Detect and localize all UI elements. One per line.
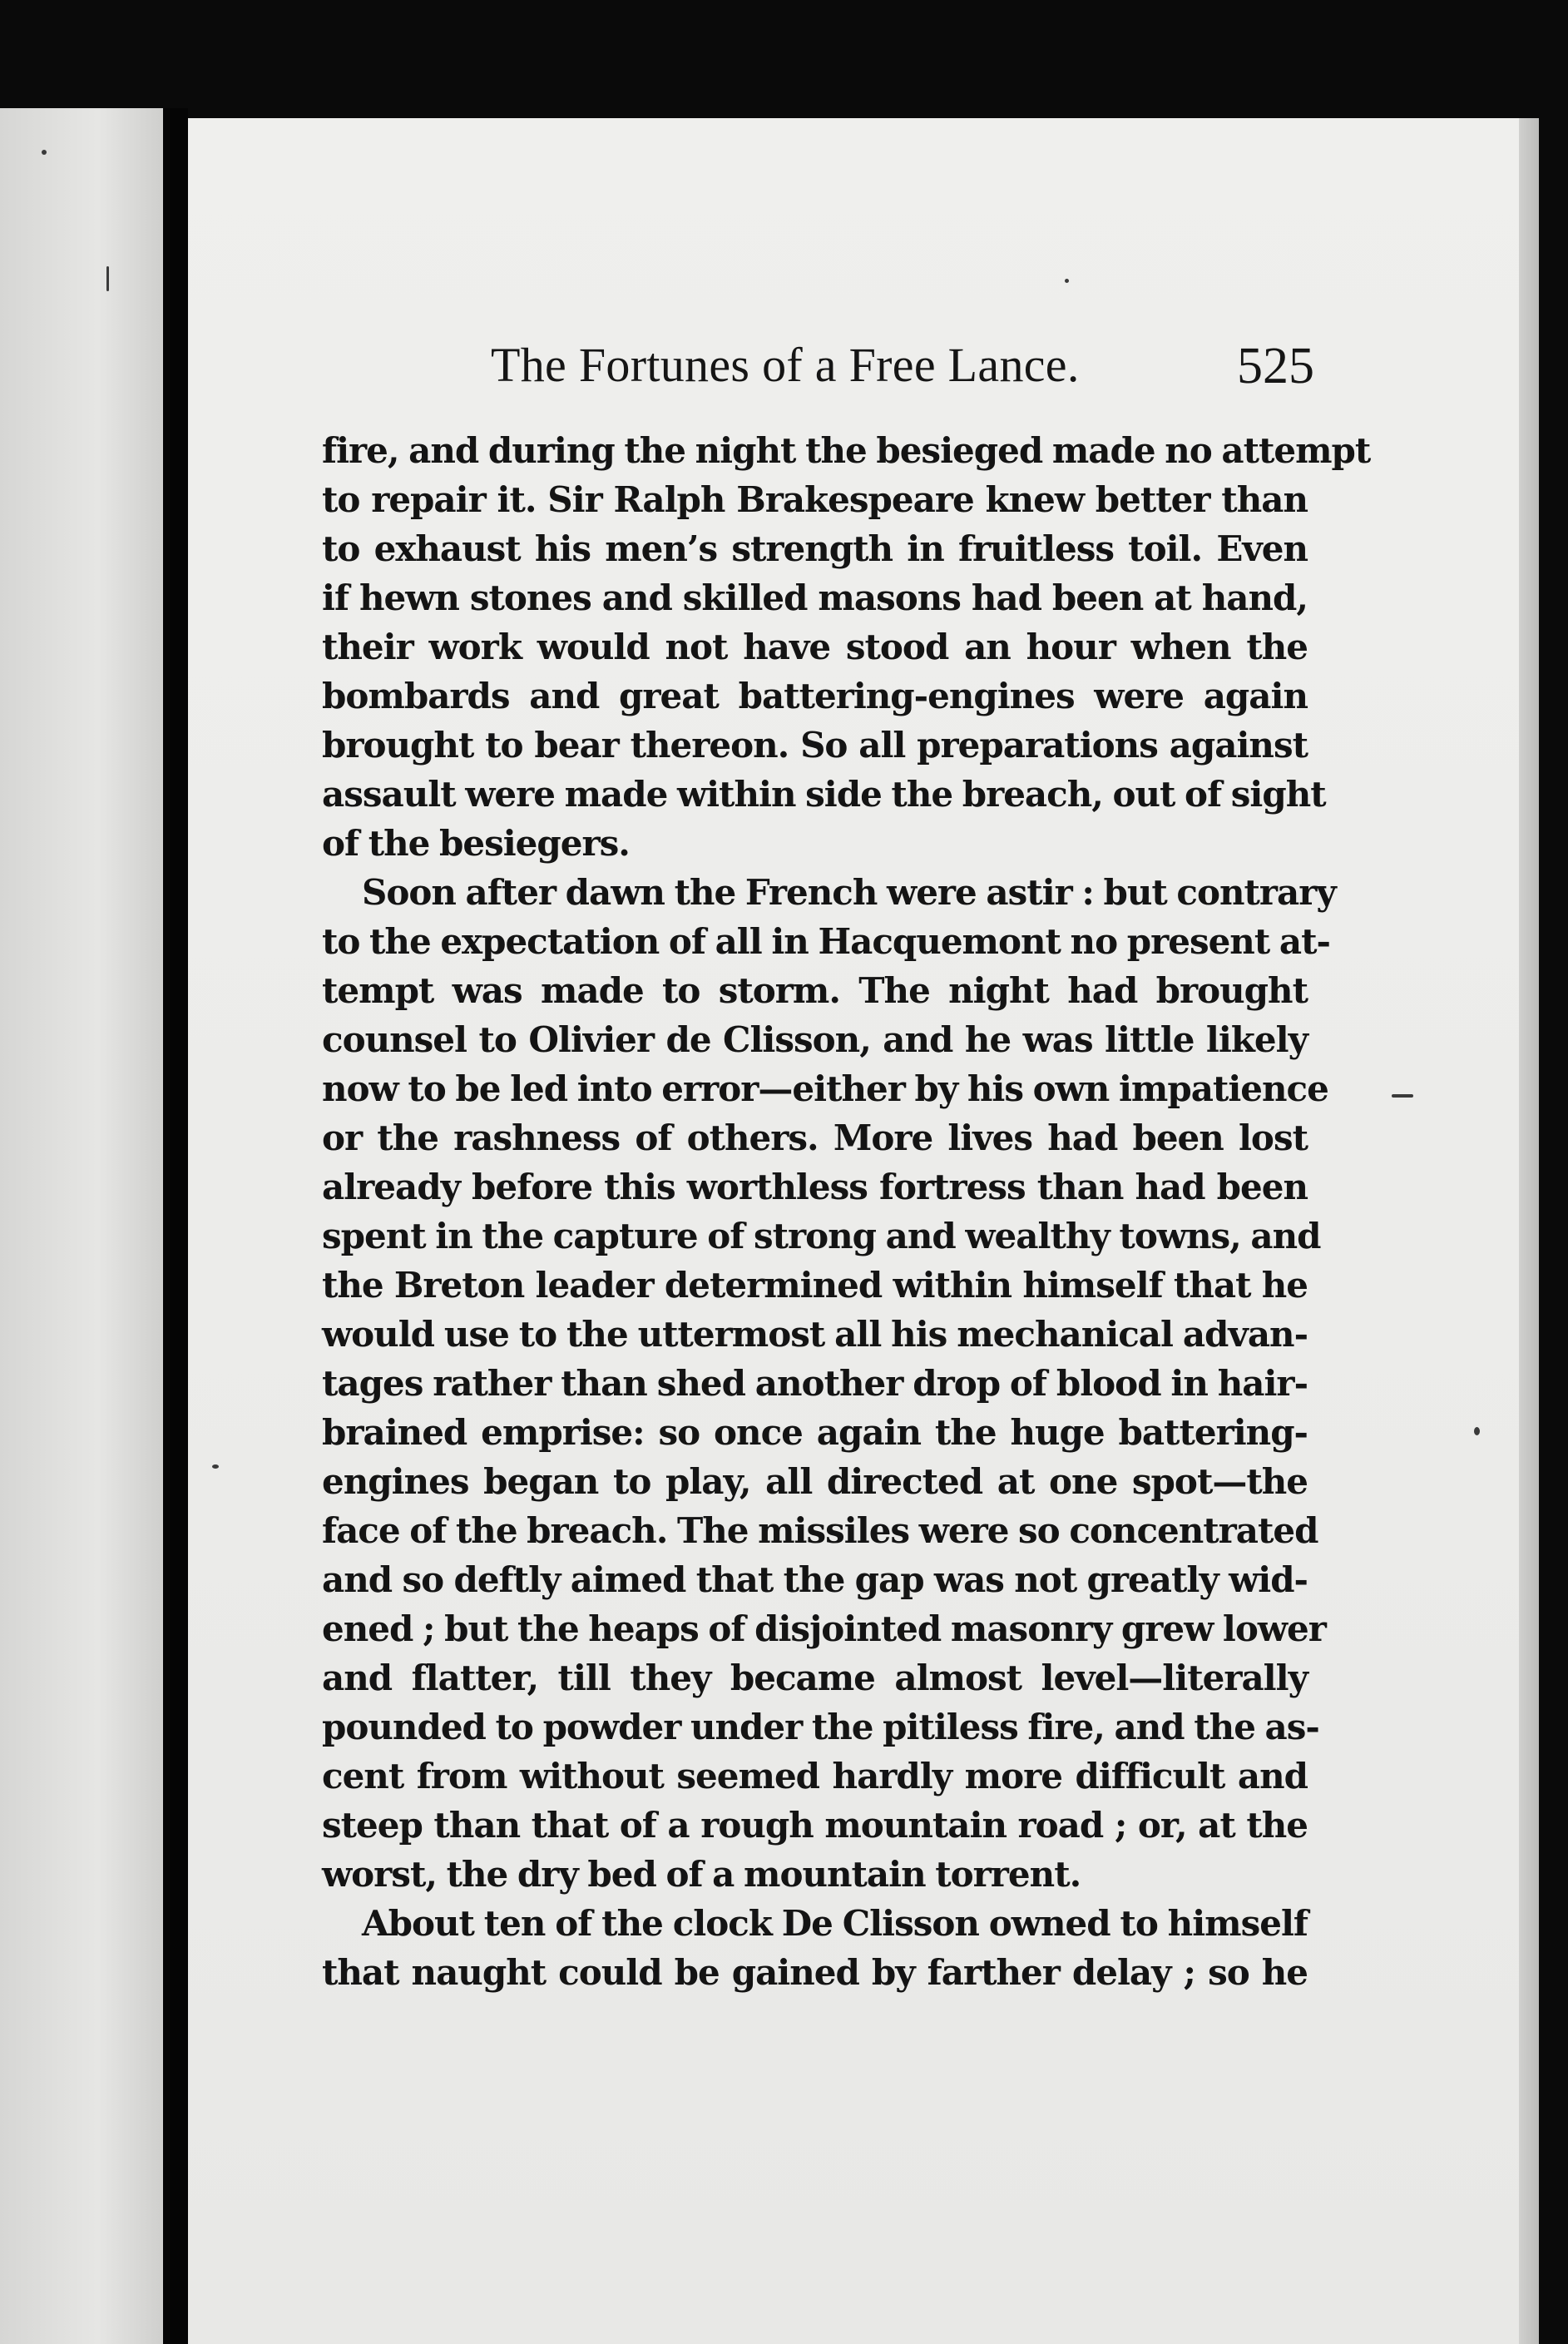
text-line: steep than that of a rough mountain road ; or, at the xyxy=(322,1805,1308,1846)
text-line: to exhaust his men’s strength in fruitless toil. Even xyxy=(322,528,1308,569)
scan-speck xyxy=(1392,1094,1413,1098)
text-line: to repair it. Sir Ralph Brakespeare knew better than xyxy=(322,479,1308,520)
text-line: of the besiegers. xyxy=(322,823,630,864)
text-line: or the rashness of others. More lives had been lost xyxy=(322,1117,1308,1158)
body-text xyxy=(322,426,1371,1997)
facing-page-edge xyxy=(0,108,163,2344)
text-line: and so deftly aimed that the gap was not greatly wid- xyxy=(322,1559,1308,1600)
scan-speck xyxy=(1065,279,1069,283)
text-line: brained emprise: so once again the huge battering- xyxy=(322,1412,1308,1453)
paragraph-first-line: Soon after dawn the French were astir : but contrary xyxy=(362,872,1336,913)
text-line: counsel to Olivier de Clisson, and he was little likely xyxy=(322,1019,1308,1060)
text-line: to the expectation of all in Hacquemont no present at- xyxy=(322,921,1330,962)
book-spine-gutter xyxy=(163,108,188,2344)
page-header xyxy=(299,337,1314,429)
text-line: face of the breach. The missiles were so concentrated xyxy=(322,1510,1318,1551)
text-line: tages rather than shed another drop of blood in hair- xyxy=(322,1363,1308,1404)
text-line: already before this worthless fortress than had been xyxy=(322,1167,1308,1207)
text-line: bombards and great battering-engines were again xyxy=(322,676,1308,716)
text-line: assault were made within side the breach, out of sight xyxy=(322,774,1326,815)
text-line: cent from without seemed hardly more difficult and xyxy=(322,1756,1308,1796)
text-line: would use to the uttermost all his mechanical advan- xyxy=(322,1314,1308,1355)
text-line: and flatter, till they became almost level—literally xyxy=(322,1658,1308,1698)
text-line: engines began to play, all directed at one spot—the xyxy=(322,1461,1308,1502)
text-line: their work would not have stood an hour when the xyxy=(322,627,1308,667)
text-line: the Breton leader determined within himself that he xyxy=(322,1265,1308,1306)
text-line: pounded to powder under the pitiless fire, and the as- xyxy=(322,1707,1319,1747)
paragraph-first-line: About ten of the clock De Clisson owned to himself xyxy=(362,1903,1308,1944)
scan-speck xyxy=(1474,1427,1480,1435)
scan-speck xyxy=(212,1464,219,1469)
scan-speck xyxy=(106,266,109,291)
text-line: tempt was made to storm. The night had brought xyxy=(322,970,1308,1011)
page-number: 525 xyxy=(1237,338,1314,394)
text-line: now to be led into error—either by his own impatience xyxy=(322,1068,1328,1109)
text-line: if hewn stones and skilled masons had been at hand, xyxy=(322,577,1308,618)
scan-speck xyxy=(42,150,47,155)
running-title: The Fortunes of a Free Lance. xyxy=(491,338,1080,392)
text-line: worst, the dry bed of a mountain torrent. xyxy=(322,1854,1081,1895)
text-line: ened ; but the heaps of disjointed masonry grew lower xyxy=(322,1608,1326,1649)
text-line: brought to bear thereon. So all preparations against xyxy=(322,725,1308,766)
page-right-edge xyxy=(1519,118,1539,2344)
text-line: that naught could be gained by farther delay ; so he xyxy=(322,1952,1308,1993)
text-line: spent in the capture of strong and wealthy towns, and xyxy=(322,1216,1321,1256)
text-line: fire, and during the night the besieged made no attempt xyxy=(322,430,1371,471)
